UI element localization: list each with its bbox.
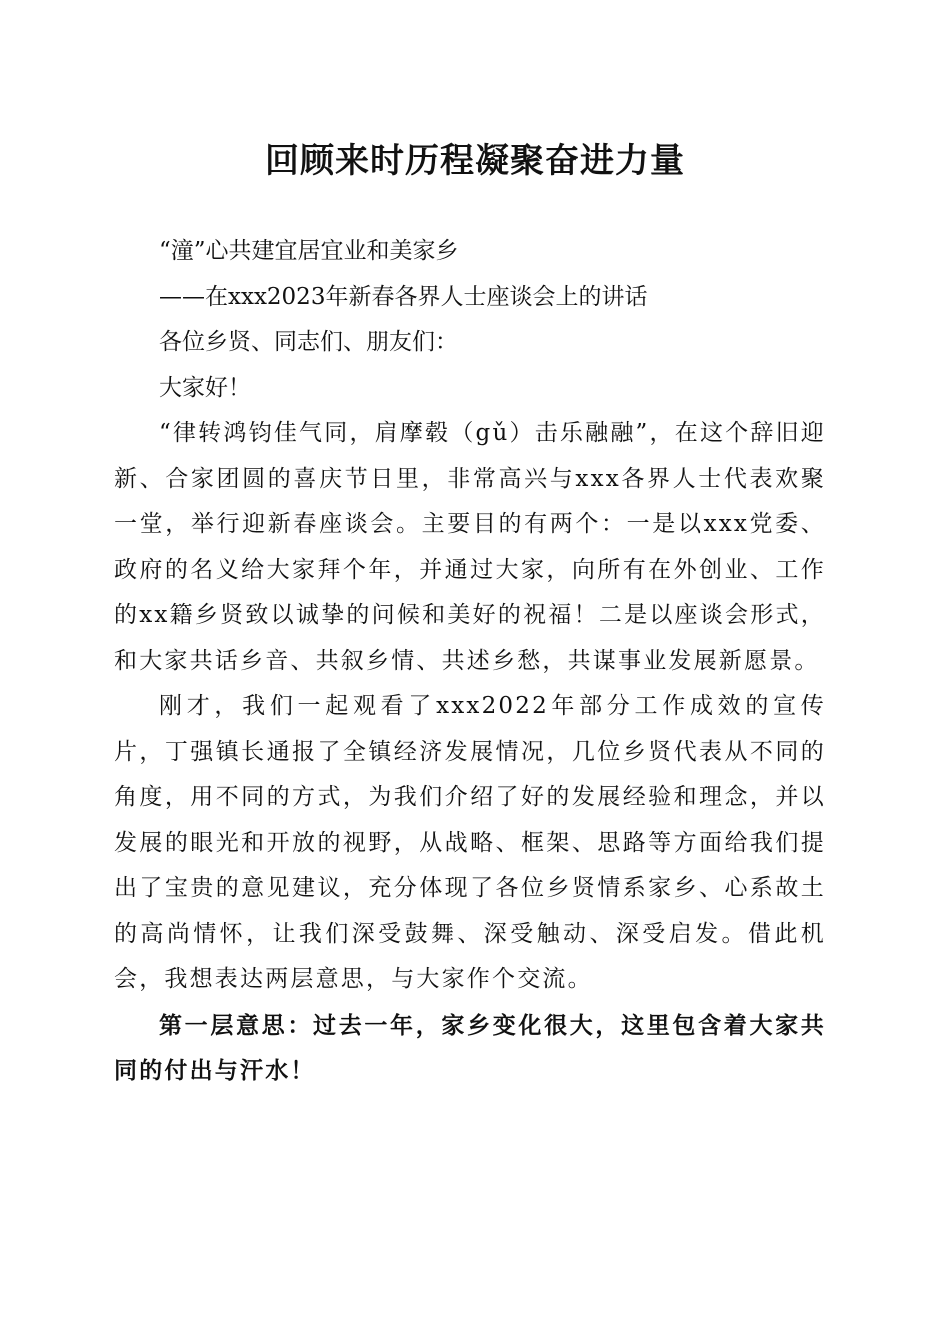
salutation: 各位乡贤、同志们、朋友们： — [159, 329, 458, 355]
paragraph-review: 刚才，我们一起观看了xxx2022年部分工作成效的宣传片，丁强镇长通报了全镇经济发展情况，几位乡贤代表从不同的角度，用不同的方式，为我们介绍了好的发展经验和理念，并以发展的眼光和开放的视野，从战略、框架、思路等方面给我们提出了宝贵的意见建议，充分体现了各位乡贤情系家乡、心系故土的高尚情怀，让我们深受鼓舞、深受触动、深受启发。借此机会，我想表达两层意思，与大家作个交流。 — [114, 693, 826, 992]
subtitle-line-2: ——在xxx2023年新春各界人士座谈会上的讲话 — [159, 283, 648, 310]
subtitle-line-1: “潼”心共建宜居宜业和美家乡 — [159, 238, 459, 264]
greeting: 大家好！ — [159, 374, 251, 401]
paragraph-opening: “律转鸿钧佳气同，肩摩毂（gǔ）击乐融融”，在这个辞旧迎新、合家团圆的喜庆节日里，非常高兴与xxx各界人士代表欢聚一堂，举行迎新春座谈会。主要目的有两个：一是以xxx党委、政府的名义给大家拜个年，并通过大家，向所有在外创业、工作的xx籍乡贤致以诚挚的问候和美好的祝福！二是以座谈会形式，和大家共话乡音、共叙乡情、共述乡愁，共谋事业发展新愿景。 — [114, 420, 826, 674]
section-heading: 第一层意思：过去一年，家乡变化很大，这里包含着大家共同的付出与汗水！ — [114, 1011, 826, 1084]
document-title: 回顾来时历程凝聚奋进力量 — [265, 141, 685, 181]
document-body — [114, 229, 826, 1094]
